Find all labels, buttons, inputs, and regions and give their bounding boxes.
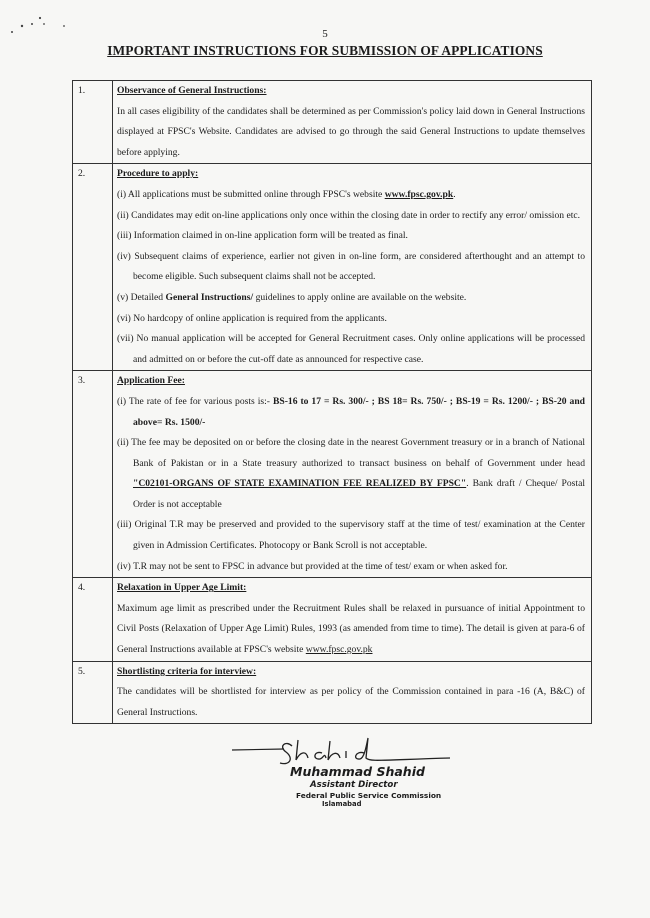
section-content	[113, 164, 592, 371]
section-number: 2.	[73, 164, 113, 371]
list-item: (v) Detailed General Instructions/ guidelines to apply online are available on the website.	[117, 291, 467, 303]
section-content	[113, 578, 592, 661]
list-item: (i) All applications must be submitted online through FPSC's website www.fpsc.gov.pk.	[117, 188, 456, 200]
list-item: (iv) T.R may not be sent to FPSC in advance but provided at the time of test/ exam or when asked for.	[117, 560, 508, 572]
fee-head-of-account: "C02101-ORGANS OF STATE EXAMINATION FEE REALIZED BY FPSC"	[133, 478, 467, 490]
section-heading: Shortlisting criteria for interview:	[117, 665, 257, 677]
signatory-organization: Federal Public Service Commission	[296, 791, 442, 800]
section-heading: Application Fee:	[117, 375, 185, 387]
fpsc-website-link[interactable]: www.fpsc.gov.pk	[384, 188, 454, 200]
page-number: 5	[322, 28, 328, 40]
section-content	[113, 371, 592, 578]
section-row	[73, 371, 592, 578]
section-row	[73, 578, 592, 661]
section-heading: Relaxation in Upper Age Limit:	[117, 582, 247, 594]
section-text: The candidates will be shortlisted for interview as per policy of the Commission contained in para -16 (A, B&C) of General Instructions.	[117, 686, 585, 718]
instructions-table	[72, 80, 592, 724]
list-item: (i) The rate of fee for various posts is:- BS-16 to 17 = Rs. 300/- ; BS 18= Rs. 750/- ; BS-19 = Rs. 1200/- ; BS-20 and above= Rs. 1500/-	[117, 395, 585, 428]
list-item: (vii) No manual application will be accepted for General Recruitment cases. Only online applications will be processed and admitted on or before the cut-off date as announced for respective case.	[117, 333, 585, 365]
list-item: (iv) Subsequent claims of experience, earlier not given in on-line form, are considered afterthought and an attempt to become eligible. Such subsequent claims shall not be accepted.	[117, 250, 585, 283]
page-title: IMPORTANT INSTRUCTIONS FOR SUBMISSION OF APPLICATIONS	[107, 43, 543, 58]
section-number: 3.	[73, 371, 113, 578]
section-content	[113, 81, 592, 164]
signatory-designation: Assistant Director	[310, 780, 398, 790]
signatory-city: Islamabad	[322, 800, 362, 808]
section-row	[73, 661, 592, 724]
section-text: Maximum age limit as prescribed under the Recruitment Rules shall be relaxed in pursuance of initial Appointment to Civil Posts (Relaxation of Upper Age Limit) Rules, 1993 (as amended from time to time). The detail is given at para-6 of General Instructions available at FPSC's website www.fpsc.gov.pk	[117, 602, 585, 656]
list-item: (vi) No hardcopy of online application is required from the applicants.	[117, 312, 387, 324]
section-number: 5.	[73, 661, 113, 724]
section-number: 1.	[73, 81, 113, 164]
fee-rates: BS-16 to 17 = Rs. 300/- ; BS 18= Rs. 750/- ; BS-19 = Rs. 1200/- ; BS-20 and above= Rs. 1500/-	[133, 395, 585, 428]
list-item: (ii) The fee may be deposited on or before the closing date in the nearest Government treasury or in a branch of National Bank of Pakistan or in a State treasury authorized to transact business on behalf of Government under head "C02101-ORGANS OF STATE EXAMINATION FEE REALIZED BY FPSC". Bank draft / Cheque/ Postal Order is not acceptable	[117, 437, 585, 510]
section-content	[113, 661, 592, 724]
list-item: (ii) Candidates may edit on-line applications only once within the closing date in order to rectify any error/ omission etc.	[117, 209, 581, 221]
signature-block	[230, 736, 490, 808]
section-text: In all cases eligibility of the candidates shall be determined as per Commission's policy laid down in General Instructions displayed at FPSC's Website. Candidates are advised to go through the said General Instructions to update themselves before applying.	[117, 105, 585, 158]
section-number: 4.	[73, 578, 113, 661]
section-row	[73, 81, 592, 164]
signatory-name: Muhammad Shahid	[290, 764, 425, 779]
list-item: (iii) Original T.R may be preserved and provided to the supervisory staff at the time of test/ examination at the Center given in Admission Certificates. Photocopy or Bank Scroll is not acceptable.	[117, 519, 585, 552]
list-item: (iii) Information claimed in on-line application form will be treated as final.	[117, 230, 408, 242]
section-heading: Observance of General Instructions:	[117, 85, 267, 96]
section-row	[73, 164, 592, 371]
fpsc-website-link[interactable]: www.fpsc.gov.pk	[305, 644, 373, 656]
section-heading: Procedure to apply:	[117, 168, 199, 180]
